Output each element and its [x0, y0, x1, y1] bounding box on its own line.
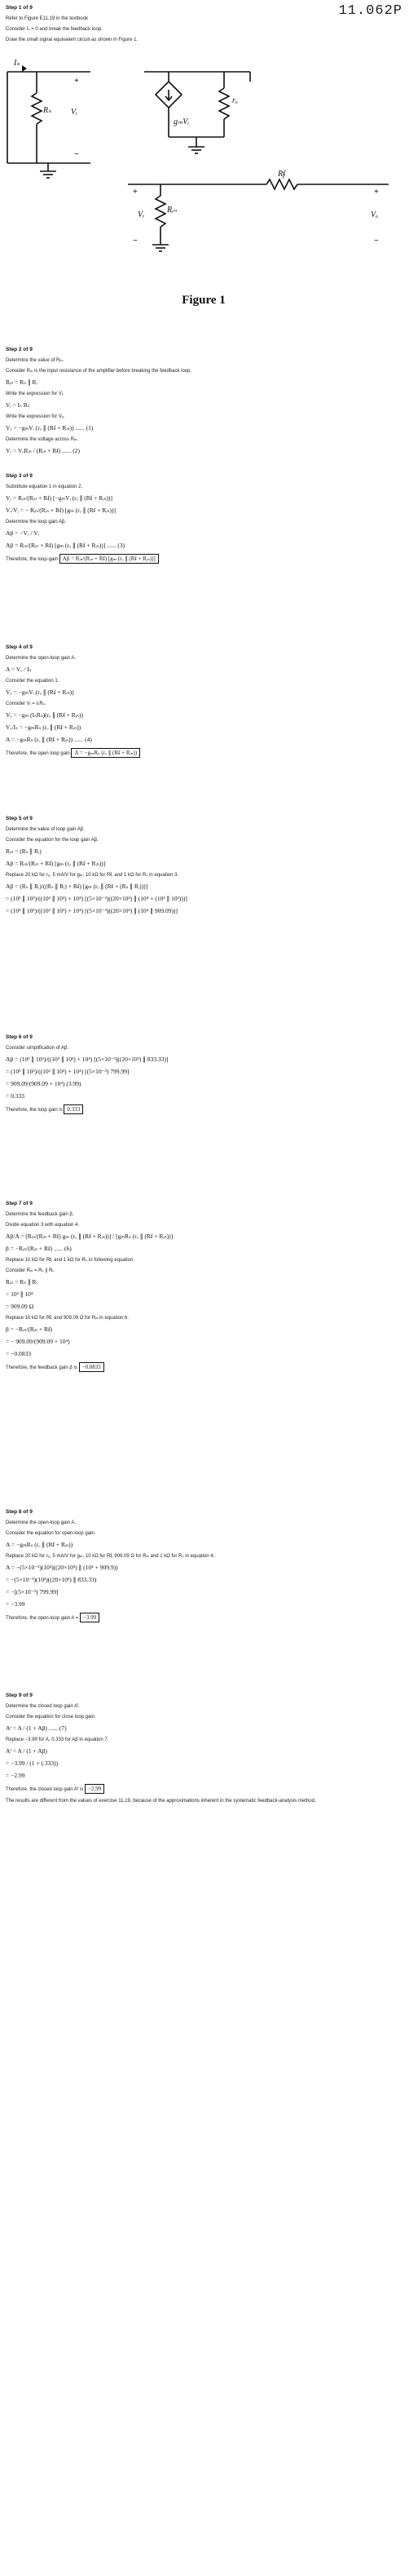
equation: Vₒ = −gₘVᵢ (rₒ ∥ (Rᵮ + Rᵢₙ)) — [6, 688, 74, 696]
step-title: Step 6 of 9 — [6, 1034, 33, 1040]
equation: Vᵣ/Vᵢ = − Rᵢₙ/(Rᵢₙ + Rᵮ) [gₘ (rₒ ∥ (Rᵮ + Rᵢₙ))] — [6, 507, 116, 514]
equation: Vᵣ = Rᵢₙ/(Rᵢₙ + Rᵮ) [−gₘVᵢ (rₒ ∥ (Rᵮ + Rᵢₙ))] — [6, 494, 112, 502]
equation: = −[(5×10⁻³) 799.99] — [6, 1588, 59, 1596]
equation: Vₒ = −gₘ (IₛRₛ)(rₒ ∥ (Rᵮ + Rᵢₙ)) — [6, 711, 84, 719]
step-text: Replace 10 kΩ for Rᵮ, and 1 kΩ for Rₛ in following equation. — [6, 1258, 134, 1263]
circuit-diagram — [6, 49, 402, 294]
rf-label: Rᵮ — [278, 170, 285, 179]
equation: A = Vₒ / Iₛ — [6, 666, 32, 673]
equation: Aβ = (10³ ∥ 10³)/((10³ ∥ 10³) + 10⁴) [(5×10⁻³)((20×10³) ∥ 833.33)] — [6, 1056, 169, 1063]
result-line — [6, 1613, 403, 1622]
equation: A = −(5×10⁻³)(10³)((20×10³) ∥ (10⁴ + 909.9)) — [6, 1564, 118, 1571]
equation: Aβ/A = [Rᵢₙ/(Rᵢₙ + Rᵮ) gₘ (rₒ ∥ (Rᵮ + Rᵢₙ))] / [gₘRₛ (rₒ ∥ (Rᵮ + Rᵢₙ))] — [6, 1233, 174, 1240]
equation: Aβ = −Vᵣ / Vᵢ — [6, 529, 39, 537]
equation: = (10³ ∥ 10³)/((10³ ∥ 10³) + 10⁴) [(5×10⁻³) 799.99] — [6, 1068, 130, 1075]
step-text: Refer to Figure E11.19 in the textbook — [6, 16, 88, 21]
step-title: Step 2 of 9 — [6, 347, 33, 352]
equation: Aβ = Rᵢₙ/(Rᵢₙ + Rᵮ) [gₘ (rₒ ∥ (Rᵮ + Rᵢₙ))] — [6, 860, 106, 867]
step-8 — [6, 1509, 403, 1627]
result-line — [6, 1362, 403, 1372]
equation: Vₒ/Iₛ = −gₘRₛ (rₒ ∥ (Rᵮ + Rᵢₙ)) — [6, 724, 81, 731]
result-text: Therefore, the open loop gain — [6, 751, 70, 756]
equation: A = −gₘRₛ (rₒ ∥ (Rᵮ + Rᵢₙ)) — [6, 1541, 73, 1548]
rin-label: Rᵢₙ — [167, 206, 177, 215]
step-text: Consider the equation for the loop gain Aβ. — [6, 838, 99, 843]
step-text: Consider simplification of Aβ. — [6, 1046, 69, 1051]
step-text: Replace 20 kΩ for rₒ, 5 mA/V for gₘ, 10 kΩ for Rᵮ, and 1 kΩ for Rₛ in equation 3. — [6, 873, 179, 878]
vf-label: Vᵣ — [138, 210, 145, 219]
equation: Rᵢₙ = Rₛ ∥ Rᵢ — [6, 378, 37, 386]
ro-label: rₒ — [232, 96, 238, 105]
figure-1-circuit — [6, 49, 402, 326]
step-text: Consider Iₛ = 0 and break the feedback loop. — [6, 27, 103, 32]
equation: = −(5×10⁻³)(10³)((20×10³) ∥ 833.33) — [6, 1576, 97, 1583]
equation: = − 909.09/(909.09 + 10⁴) — [6, 1338, 70, 1345]
step-text: Replace −3.99 for A, 0.333 for Aβ in equation 7. — [6, 1737, 109, 1742]
result-text: Therefore, the closed loop gain Aᶠ is — [6, 1787, 84, 1792]
boxed-result: −0.0833 — [79, 1362, 104, 1372]
equation: Vᵢ = Iₛ Rₛ — [6, 401, 30, 409]
step-text: Determine the value of loop gain Aβ. — [6, 827, 85, 832]
boxed-result: −2.99 — [85, 1784, 104, 1794]
equation: = (10³ ∥ 10³)/((10³ ∥ 10³) + 10⁴) [(5×10⁻³)((20×10³) ∥ (10⁴ + (10³ ∥ 10³)))] — [6, 895, 187, 902]
step-text: Divide equation 3 with equation 4. — [6, 1223, 80, 1228]
step-text: Determine the loop gain Aβ. — [6, 520, 67, 524]
step-title: Step 7 of 9 — [6, 1201, 33, 1206]
step-title: Step 4 of 9 — [6, 644, 33, 650]
result-line — [6, 1104, 403, 1114]
step-text: Consider Rᵢₙ = Rₛ ∥ Rᵢ. — [6, 1268, 55, 1273]
boxed-result: 0.333 — [64, 1104, 83, 1114]
step-text: Determine the open-loop gain A. — [6, 1520, 77, 1525]
result-text: Therefore, the feedback gain β is — [6, 1365, 77, 1370]
step-text: The results are different from the values of exercise 11.19, because of the approximations inherent in the systematic feedback-analysis method. — [6, 1799, 316, 1804]
step-text: Draw the small signal equivalent circuit as shown in Figure 1. — [6, 38, 139, 42]
equation: Rᵢₙ = Rₛ ∥ Rᵢ — [6, 1278, 37, 1286]
step-text: Consider the equation 1. — [6, 679, 59, 684]
plus-sign: + — [133, 188, 138, 197]
problem-id: 11.062P — [338, 3, 402, 19]
equation: = −2.99 — [6, 1772, 25, 1779]
figure-caption: Figure 1 — [182, 294, 226, 307]
equation: Vₒ = −gₘVᵢ (rₒ ∥ (Rᵮ + Rᵢₙ)) ...... (1) — [6, 424, 94, 432]
step-title: Step 8 of 9 — [6, 1509, 33, 1515]
step-text: Determine the closed loop gain Aᶠ. — [6, 1704, 81, 1709]
arrow-head-icon — [22, 65, 27, 72]
equation: Rᵢₙ = (Rₛ ∥ Rᵢ) — [6, 848, 42, 855]
boxed-result: −3.99 — [80, 1613, 99, 1622]
equation: β = −Rᵢₙ/(Rᵢₙ + Rᵮ) — [6, 1326, 53, 1333]
boxed-result: A = −gₘRₛ (rₒ ∥ (Rᵮ + Rᵢₙ)) — [71, 748, 140, 758]
result-text: Therefore, the loop-gain — [6, 557, 59, 562]
step-title: Step 1 of 9 — [6, 5, 33, 11]
step-text: Consider Vᵢ = IₛRₛ. — [6, 702, 46, 706]
step-2 — [6, 347, 403, 459]
result-text: Therefore, the open-loop gain A = — [6, 1616, 79, 1621]
step-4 — [6, 644, 403, 762]
result-text: Therefore, the loop gain is — [6, 1108, 63, 1113]
minus-sign: − — [374, 237, 379, 246]
equation: Aᶠ = A / (1 + Aβ) — [6, 1747, 47, 1755]
step-title: Step 9 of 9 — [6, 1693, 33, 1698]
result-line — [6, 748, 403, 758]
equation: = 0.333 — [6, 1092, 24, 1100]
step-3 — [6, 473, 403, 568]
result-line — [6, 1784, 403, 1794]
step-text: Write the expression for Vₒ. — [6, 414, 65, 419]
step-text: Determine the voltage across Rᵢₙ. — [6, 437, 79, 442]
plus-sign: + — [74, 77, 79, 86]
boxed-result: Aβ = Rᵢₙ/(Rᵢₙ + Rᵮ) [gₘ (rₒ ∥ (Rᵮ + Rᵢₙ))] — [59, 554, 159, 564]
equation: = −3.99 — [6, 1600, 25, 1608]
step-text: Determine the value of Rᵢₙ. — [6, 358, 64, 363]
result-line — [6, 554, 403, 564]
step-6 — [6, 1034, 403, 1118]
step-title: Step 5 of 9 — [6, 816, 33, 821]
plus-sign: + — [374, 188, 379, 197]
equation: = −0.0833 — [6, 1350, 31, 1357]
equation: = −3.99 / (1 + (.333)) — [6, 1759, 59, 1767]
step-text: Substitute equation 1 in equation 2. — [6, 485, 83, 489]
minus-sign: − — [133, 237, 138, 246]
equation: Aβ = (Rₛ ∥ Rᵢ)/((Rₛ ∥ Rᵢ) + Rᵮ) [gₘ (rₒ ∥ (Rᵮ + (Rₛ ∥ Rᵢ)))] — [6, 883, 148, 890]
equation: = (10³ ∥ 10³)/((10³ ∥ 10³) + 10⁴) [(5×10⁻³)((20×10³) ∥ (10⁴ ∥ 909.09))] — [6, 907, 178, 914]
step-text: Consider Rᵢₙ is the input resistance of the amplifier before breaking the feedback loop. — [6, 369, 192, 374]
step-title: Step 3 of 9 — [6, 473, 33, 479]
step-9 — [6, 1693, 403, 1808]
step-text: Write the expression for Vᵢ. — [6, 392, 64, 396]
step-text: Replace 20 kΩ for rₒ, 5 mA/V for gₘ, 10 kΩ for Rᵮ, 909.09 Ω for Rᵢₙ and 1 kΩ for Rₛ in equation 4. — [6, 1554, 215, 1559]
step-text: Consider the equation for close loop gain. — [6, 1715, 96, 1720]
equation: = 909.09 Ω — [6, 1303, 34, 1310]
step-5 — [6, 816, 403, 919]
step-text: Determine the open-loop gain A. — [6, 656, 77, 661]
minus-sign: − — [74, 150, 79, 159]
step-text: Consider the equation for open-loop gain. — [6, 1531, 96, 1536]
source-label: Iₛ — [14, 59, 20, 68]
equation: β = −Rᵢₙ/(Rᵢₙ + Rᵮ) ...... (6) — [6, 1245, 72, 1252]
equation: Aβ = Rᵢₙ/(Rᵢₙ + Rᵮ) [gₘ (rₒ ∥ (Rᵮ + Rᵢₙ))] ...... (3) — [6, 542, 125, 549]
equation: = 10³ ∥ 10⁴ — [6, 1290, 33, 1298]
step-7 — [6, 1201, 403, 1376]
equation: A = −gₘRₛ (rₒ ∥ (Rᵮ + Rᵢₙ)) ...... (4) — [6, 736, 92, 743]
dep-source-label: gₘVᵢ — [174, 117, 189, 126]
step-1 — [6, 5, 403, 47]
step-text: Replace 10 kΩ for Rᵮ, and 909.09 Ω for Rᵢₙ in equation 6. — [6, 1316, 130, 1321]
equation: Aᶠ = A / (1 + Aβ) ...... (7) — [6, 1724, 67, 1732]
equation: = 909.09/(909.09 + 10⁴) (3.99) — [6, 1080, 81, 1087]
rs-label: Rₛ — [43, 106, 51, 115]
step-text: Determine the feedback gain β. — [6, 1212, 74, 1217]
equation: Vᵣ = VₒRᵢₙ / (Rᵢₙ + Rᵮ) ...... (2) — [6, 447, 81, 454]
vo-label: Vₒ — [371, 210, 378, 219]
vi-label: Vᵢ — [71, 108, 77, 117]
